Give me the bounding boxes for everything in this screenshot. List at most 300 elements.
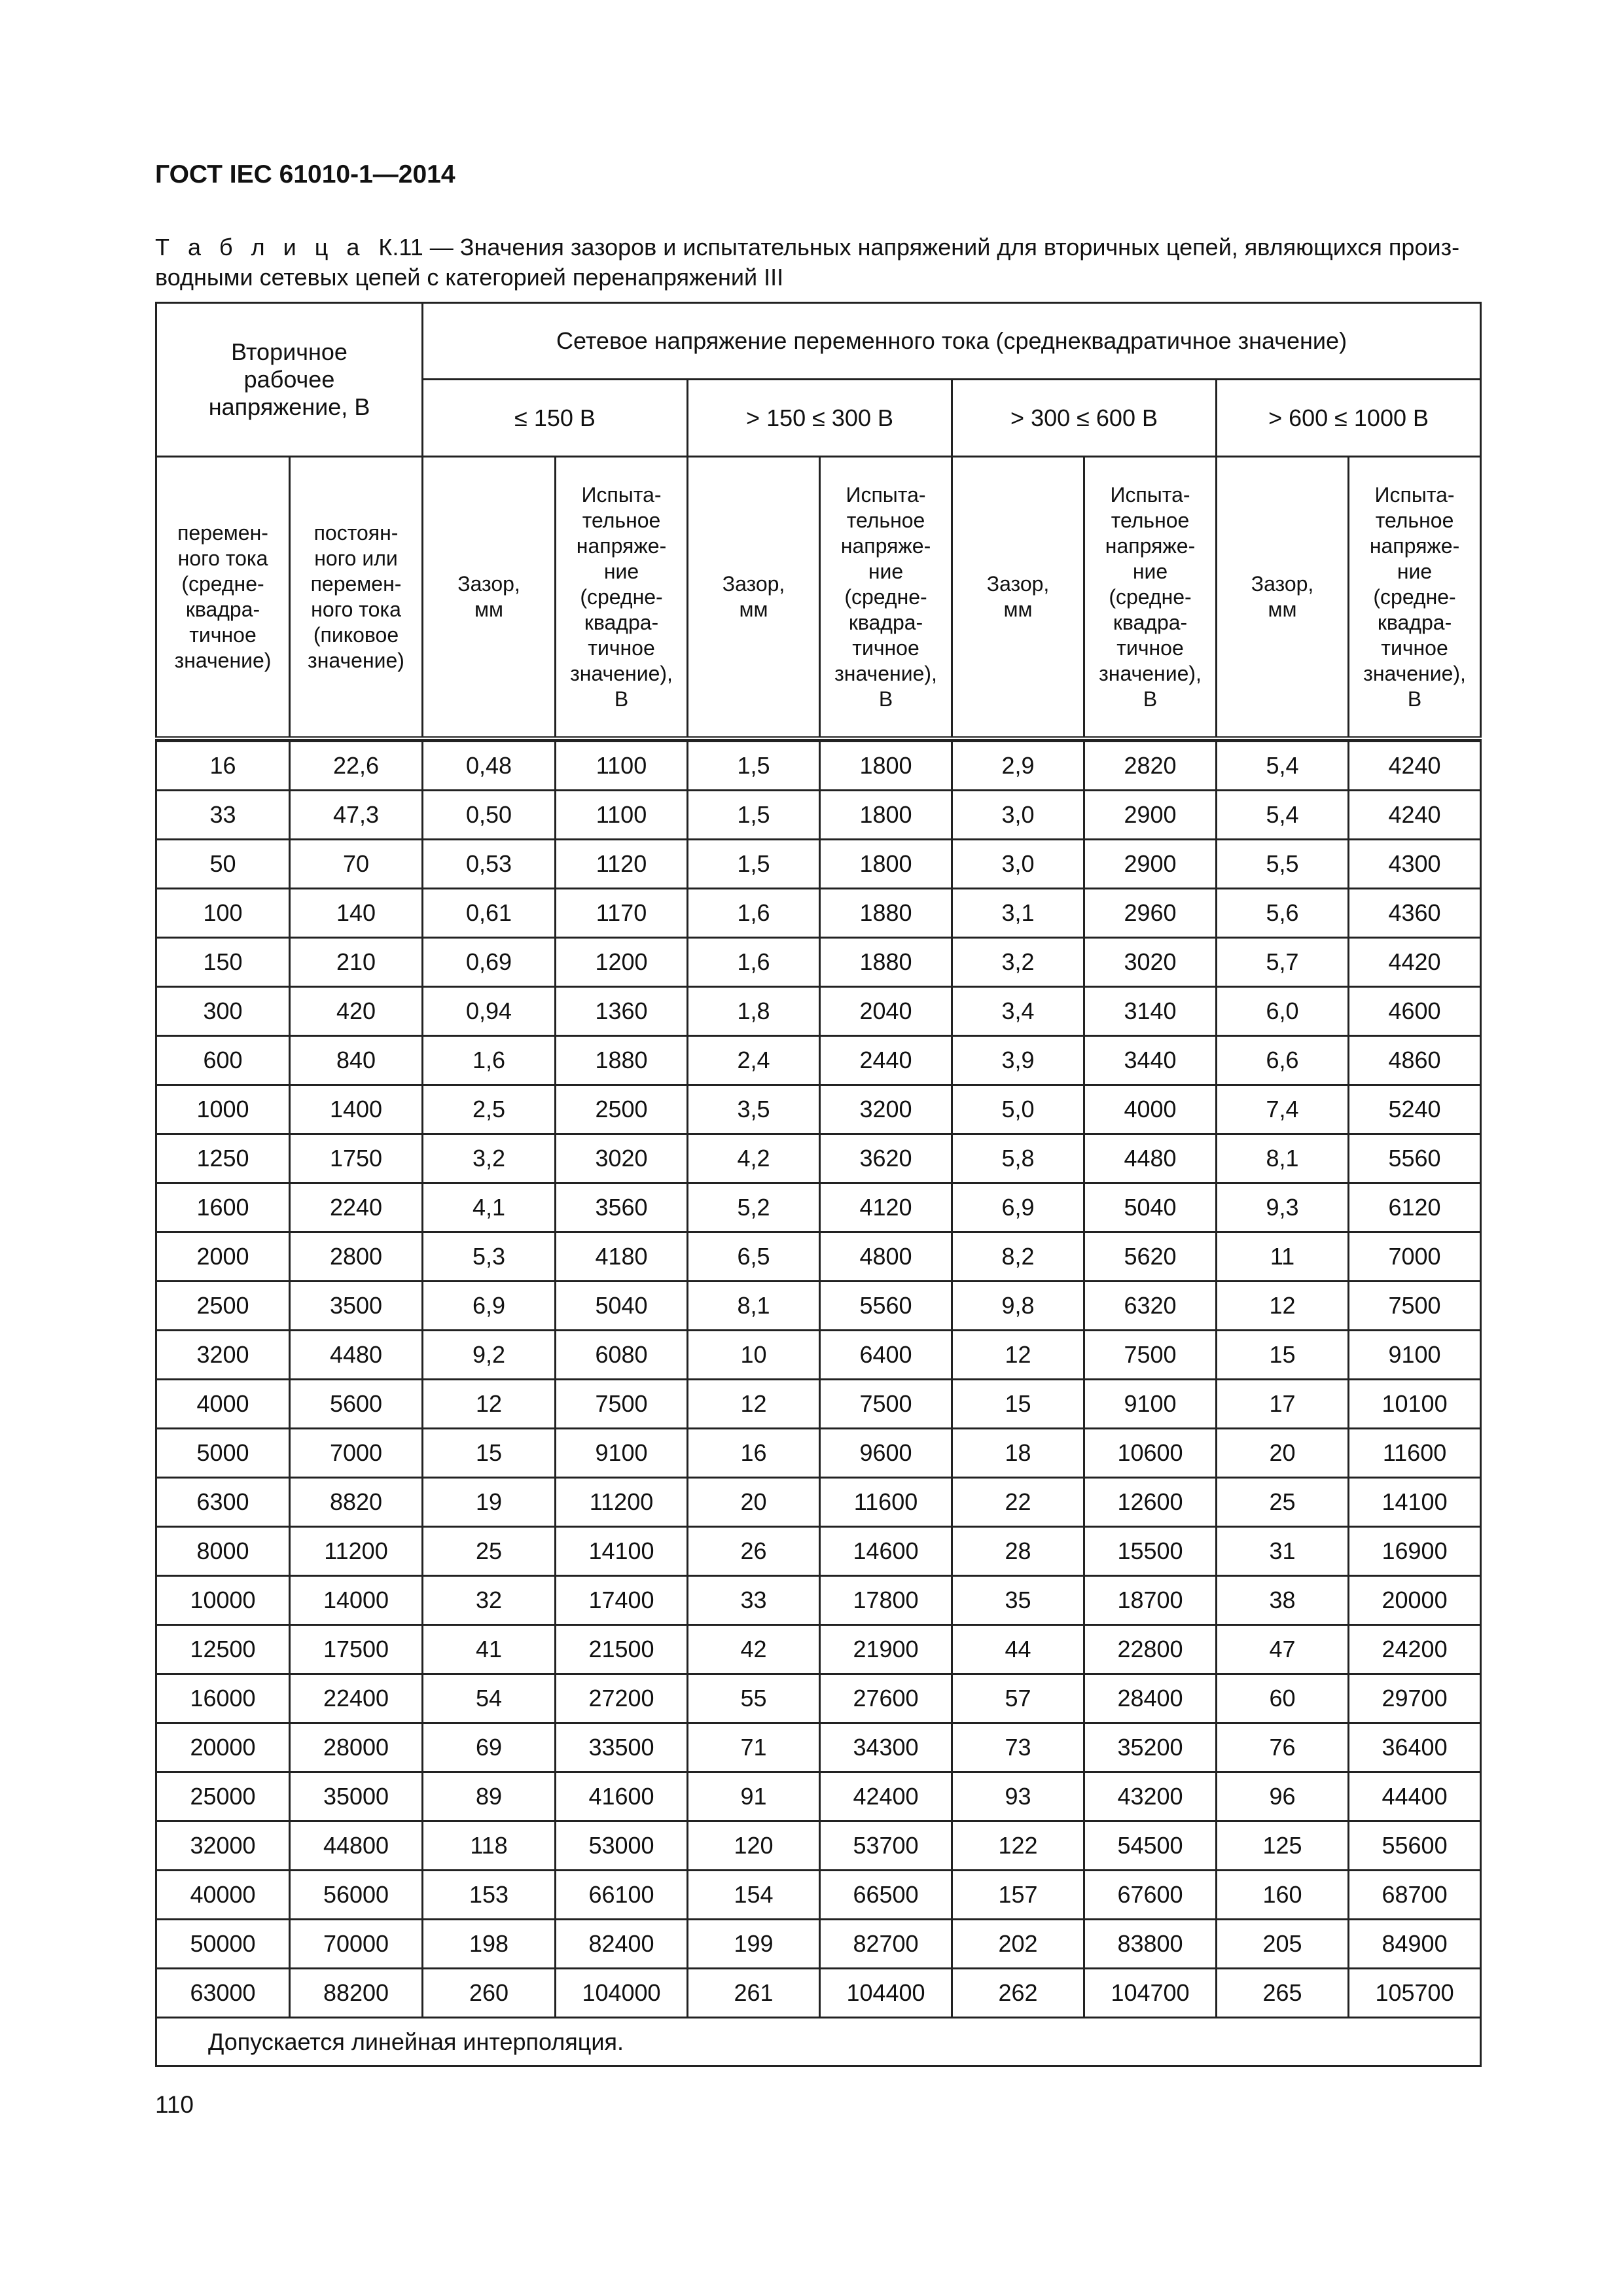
table-cell: 22400 xyxy=(290,1674,423,1723)
table-cell: 2900 xyxy=(1084,791,1217,840)
table-cell: 7500 xyxy=(1084,1331,1217,1380)
table-cell: 1750 xyxy=(290,1134,423,1183)
table-cell: 55600 xyxy=(1349,1821,1481,1871)
table-cell: 89 xyxy=(423,1772,556,1821)
table-cell: 4860 xyxy=(1349,1036,1481,1085)
table-cell: 261 xyxy=(688,1969,820,2018)
table-cell: 67600 xyxy=(1084,1871,1217,1920)
table-cell: 1200 xyxy=(556,938,688,987)
table-cell: 22800 xyxy=(1084,1625,1217,1674)
table-cell: 154 xyxy=(688,1871,820,1920)
table-row xyxy=(156,1478,1481,1527)
table-cell: 73 xyxy=(952,1723,1084,1772)
table-cell: 1120 xyxy=(556,840,688,889)
table-cell: 4800 xyxy=(820,1232,952,1282)
table-cell: 3,9 xyxy=(952,1036,1084,1085)
table-cell: 15 xyxy=(1217,1331,1349,1380)
header-mains-voltage: Сетевое напряжение переменного тока (среднеквадратичное значение) xyxy=(423,303,1481,380)
table-cell: 70 xyxy=(290,840,423,889)
table-cell: 8,1 xyxy=(688,1282,820,1331)
table-row xyxy=(156,1183,1481,1232)
table-cell: 5040 xyxy=(556,1282,688,1331)
table-cell: 9,2 xyxy=(423,1331,556,1380)
table-cell: 2900 xyxy=(1084,840,1217,889)
table-cell: 35 xyxy=(952,1576,1084,1625)
table-cell: 3500 xyxy=(290,1282,423,1331)
table-cell: 199 xyxy=(688,1920,820,1969)
table-cell: 55 xyxy=(688,1674,820,1723)
table-cell: 12500 xyxy=(156,1625,290,1674)
table-cell: 11600 xyxy=(1349,1429,1481,1478)
table-cell: 70000 xyxy=(290,1920,423,1969)
table-cell: 21900 xyxy=(820,1625,952,1674)
table-cell: 6,5 xyxy=(688,1232,820,1282)
table-caption xyxy=(155,232,1464,293)
table-cell: 11200 xyxy=(290,1527,423,1576)
table-cell: 0,94 xyxy=(423,987,556,1036)
table-cell: 5000 xyxy=(156,1429,290,1478)
table-cell: 205 xyxy=(1217,1920,1349,1969)
table-cell: 6,9 xyxy=(952,1183,1084,1232)
table-cell: 150 xyxy=(156,938,290,987)
table-cell: 15 xyxy=(423,1429,556,1478)
table-cell: 6,0 xyxy=(1217,987,1349,1036)
table-cell: 1360 xyxy=(556,987,688,1036)
table-cell: 1,5 xyxy=(688,840,820,889)
table-cell: 125 xyxy=(1217,1821,1349,1871)
table-cell: 28000 xyxy=(290,1723,423,1772)
table-row xyxy=(156,1036,1481,1085)
subheader-ac: перемен-ного тока (средне-квадра-тичное значение) xyxy=(156,457,290,739)
table-cell: 1,6 xyxy=(688,889,820,938)
table-cell: 28400 xyxy=(1084,1674,1217,1723)
table-cell: 5,3 xyxy=(423,1232,556,1282)
table-cell: 15500 xyxy=(1084,1527,1217,1576)
table-cell: 1,6 xyxy=(423,1036,556,1085)
table-cell: 10600 xyxy=(1084,1429,1217,1478)
table-cell: 4000 xyxy=(156,1380,290,1429)
table-cell: 420 xyxy=(290,987,423,1036)
table-cell: 3,2 xyxy=(423,1134,556,1183)
table-cell: 6120 xyxy=(1349,1183,1481,1232)
header-range-1: ≤ 150 В xyxy=(423,380,688,457)
table-cell: 17500 xyxy=(290,1625,423,1674)
table-cell: 5,6 xyxy=(1217,889,1349,938)
table-cell: 3,1 xyxy=(952,889,1084,938)
table-cell: 3140 xyxy=(1084,987,1217,1036)
table-cell: 5600 xyxy=(290,1380,423,1429)
table-cell: 5240 xyxy=(1349,1085,1481,1134)
table-cell: 31 xyxy=(1217,1527,1349,1576)
table-cell: 33500 xyxy=(556,1723,688,1772)
header-secondary-voltage: Вторичное рабочее напряжение, В xyxy=(156,303,423,457)
table-cell: 11600 xyxy=(820,1478,952,1527)
table-cell: 10100 xyxy=(1349,1380,1481,1429)
table-cell: 17 xyxy=(1217,1380,1349,1429)
table-cell: 2500 xyxy=(156,1282,290,1331)
table-cell: 1,5 xyxy=(688,742,820,791)
table-cell: 71 xyxy=(688,1723,820,1772)
table-cell: 66500 xyxy=(820,1871,952,1920)
table-cell: 120 xyxy=(688,1821,820,1871)
table-cell: 5620 xyxy=(1084,1232,1217,1282)
table-cell: 35000 xyxy=(290,1772,423,1821)
table-cell: 3560 xyxy=(556,1183,688,1232)
table-cell: 7500 xyxy=(820,1380,952,1429)
table-cell: 1170 xyxy=(556,889,688,938)
table-cell: 7000 xyxy=(1349,1232,1481,1282)
table-cell: 10000 xyxy=(156,1576,290,1625)
table-cell: 16 xyxy=(156,742,290,791)
table-cell: 26 xyxy=(688,1527,820,1576)
table-cell: 100 xyxy=(156,889,290,938)
table-cell: 9100 xyxy=(556,1429,688,1478)
table-cell: 122 xyxy=(952,1821,1084,1871)
table-cell: 157 xyxy=(952,1871,1084,1920)
table-cell: 2240 xyxy=(290,1183,423,1232)
subheader-test-voltage: Испыта-тельное напряже-ние (средне-квадра-тичное значение), В xyxy=(556,457,688,739)
table-cell: 1880 xyxy=(556,1036,688,1085)
table-cell: 153 xyxy=(423,1871,556,1920)
table-cell: 42400 xyxy=(820,1772,952,1821)
table-cell: 2040 xyxy=(820,987,952,1036)
table-cell: 18700 xyxy=(1084,1576,1217,1625)
table-cell: 27600 xyxy=(820,1674,952,1723)
table-cell: 3,2 xyxy=(952,938,1084,987)
table-cell: 4240 xyxy=(1349,791,1481,840)
table-cell: 56000 xyxy=(290,1871,423,1920)
table-cell: 8000 xyxy=(156,1527,290,1576)
table-cell: 66100 xyxy=(556,1871,688,1920)
subheader-gap: Зазор, мм xyxy=(952,457,1084,739)
table-cell: 21500 xyxy=(556,1625,688,1674)
subheader-dc: постоян-ного или перемен-ного тока (пиковое значение) xyxy=(290,457,423,739)
table-cell: 202 xyxy=(952,1920,1084,1969)
table-cell: 3,0 xyxy=(952,840,1084,889)
table-row xyxy=(156,1969,1481,2018)
table-cell: 2500 xyxy=(556,1085,688,1134)
table-cell: 25 xyxy=(423,1527,556,1576)
table-cell: 42 xyxy=(688,1625,820,1674)
table-cell: 3200 xyxy=(820,1085,952,1134)
table-cell: 91 xyxy=(688,1772,820,1821)
table-cell: 22,6 xyxy=(290,742,423,791)
table-cell: 34300 xyxy=(820,1723,952,1772)
table-cell: 12 xyxy=(1217,1282,1349,1331)
table-cell: 3,5 xyxy=(688,1085,820,1134)
header-range-2: > 150 ≤ 300 В xyxy=(688,380,952,457)
table-cell: 7500 xyxy=(556,1380,688,1429)
table-cell: 18 xyxy=(952,1429,1084,1478)
table-cell: 6080 xyxy=(556,1331,688,1380)
table-cell: 4300 xyxy=(1349,840,1481,889)
table-cell: 5,5 xyxy=(1217,840,1349,889)
table-cell: 96 xyxy=(1217,1772,1349,1821)
table-cell: 160 xyxy=(1217,1871,1349,1920)
table-cell: 6300 xyxy=(156,1478,290,1527)
table-cell: 1,8 xyxy=(688,987,820,1036)
table-cell: 14100 xyxy=(1349,1478,1481,1527)
table-cell: 104700 xyxy=(1084,1969,1217,2018)
table-cell: 3620 xyxy=(820,1134,952,1183)
subheader-gap: Зазор, мм xyxy=(423,457,556,739)
table-cell: 41 xyxy=(423,1625,556,1674)
table-cell: 57 xyxy=(952,1674,1084,1723)
table-cell: 5040 xyxy=(1084,1183,1217,1232)
table-cell: 44 xyxy=(952,1625,1084,1674)
table-cell: 840 xyxy=(290,1036,423,1085)
table-cell: 20 xyxy=(1217,1429,1349,1478)
table-cell: 32000 xyxy=(156,1821,290,1871)
table-cell: 14600 xyxy=(820,1527,952,1576)
table-cell: 1100 xyxy=(556,791,688,840)
table-cell: 2,9 xyxy=(952,742,1084,791)
table-row xyxy=(156,1625,1481,1674)
clearance-table xyxy=(155,302,1482,2067)
table-row xyxy=(156,889,1481,938)
caption-label: Т а б л и ц а xyxy=(155,234,366,260)
table-cell: 53000 xyxy=(556,1821,688,1871)
table-cell: 9100 xyxy=(1084,1380,1217,1429)
table-row xyxy=(156,1576,1481,1625)
table-cell: 27200 xyxy=(556,1674,688,1723)
table-cell: 54500 xyxy=(1084,1821,1217,1871)
header-range-4: > 600 ≤ 1000 В xyxy=(1217,380,1481,457)
table-cell: 0,53 xyxy=(423,840,556,889)
table-cell: 63000 xyxy=(156,1969,290,2018)
table-cell: 15 xyxy=(952,1380,1084,1429)
table-cell: 0,69 xyxy=(423,938,556,987)
table-cell: 7,4 xyxy=(1217,1085,1349,1134)
table-cell: 1880 xyxy=(820,889,952,938)
table-cell: 4600 xyxy=(1349,987,1481,1036)
table-cell: 68700 xyxy=(1349,1871,1481,1920)
table-cell: 4180 xyxy=(556,1232,688,1282)
table-cell: 6400 xyxy=(820,1331,952,1380)
table-cell: 1800 xyxy=(820,742,952,791)
table-cell: 22 xyxy=(952,1478,1084,1527)
table-cell: 0,48 xyxy=(423,742,556,791)
table-cell: 76 xyxy=(1217,1723,1349,1772)
table-cell: 210 xyxy=(290,938,423,987)
table-cell: 3200 xyxy=(156,1331,290,1380)
table-cell: 1,5 xyxy=(688,791,820,840)
table-cell: 140 xyxy=(290,889,423,938)
table-row xyxy=(156,938,1481,987)
table-cell: 33 xyxy=(156,791,290,840)
table-cell: 82400 xyxy=(556,1920,688,1969)
table-cell: 1100 xyxy=(556,742,688,791)
table-cell: 8,1 xyxy=(1217,1134,1349,1183)
table-row xyxy=(156,840,1481,889)
table-cell: 25 xyxy=(1217,1478,1349,1527)
table-cell: 44800 xyxy=(290,1821,423,1871)
table-cell: 5,8 xyxy=(952,1134,1084,1183)
table-cell: 300 xyxy=(156,987,290,1036)
table-cell: 5,0 xyxy=(952,1085,1084,1134)
table-cell: 2820 xyxy=(1084,742,1217,791)
table-cell: 83800 xyxy=(1084,1920,1217,1969)
table-cell: 5,7 xyxy=(1217,938,1349,987)
table-cell: 2000 xyxy=(156,1232,290,1282)
table-cell: 1250 xyxy=(156,1134,290,1183)
table-cell: 82700 xyxy=(820,1920,952,1969)
table-cell: 29700 xyxy=(1349,1674,1481,1723)
table-row xyxy=(156,791,1481,840)
page-number: 110 xyxy=(155,2091,194,2118)
table-cell: 104400 xyxy=(820,1969,952,2018)
table-cell: 43200 xyxy=(1084,1772,1217,1821)
table-cell: 88200 xyxy=(290,1969,423,2018)
table-cell: 262 xyxy=(952,1969,1084,2018)
caption-text: К.11 — Значения зазоров и испытательных напряжений для вторичных цепей, являющихся произ-водными сетевых цепей с категорией перенапряжений III xyxy=(155,234,1460,291)
table-cell: 35200 xyxy=(1084,1723,1217,1772)
table-cell: 16900 xyxy=(1349,1527,1481,1576)
subheader-test-voltage: Испыта-тельное напряже-ние (средне-квадра-тичное значение), В xyxy=(1084,457,1217,739)
table-row xyxy=(156,1871,1481,1920)
table-cell: 44400 xyxy=(1349,1772,1481,1821)
table-cell: 5,2 xyxy=(688,1183,820,1232)
table-cell: 69 xyxy=(423,1723,556,1772)
table-cell: 32 xyxy=(423,1576,556,1625)
table-cell: 84900 xyxy=(1349,1920,1481,1969)
table-cell: 2800 xyxy=(290,1232,423,1282)
table-cell: 1880 xyxy=(820,938,952,987)
table-cell: 1,6 xyxy=(688,938,820,987)
table-cell: 4000 xyxy=(1084,1085,1217,1134)
table-cell: 20000 xyxy=(156,1723,290,1772)
table-cell: 2,4 xyxy=(688,1036,820,1085)
table-cell: 600 xyxy=(156,1036,290,1085)
table-cell: 5,4 xyxy=(1217,742,1349,791)
table-row xyxy=(156,1920,1481,1969)
document-header: ГОСТ IEC 61010-1—2014 xyxy=(155,160,455,188)
table-row xyxy=(156,1527,1481,1576)
table-cell: 0,50 xyxy=(423,791,556,840)
table-row xyxy=(156,1232,1481,1282)
table-cell: 53700 xyxy=(820,1821,952,1871)
table-cell: 4240 xyxy=(1349,742,1481,791)
table-cell: 10 xyxy=(688,1331,820,1380)
table-cell: 9,8 xyxy=(952,1282,1084,1331)
table-cell: 1800 xyxy=(820,840,952,889)
table-cell: 11200 xyxy=(556,1478,688,1527)
table-cell: 28 xyxy=(952,1527,1084,1576)
table-cell: 9,3 xyxy=(1217,1183,1349,1232)
table-cell: 4120 xyxy=(820,1183,952,1232)
table-cell: 47 xyxy=(1217,1625,1349,1674)
table-cell: 14100 xyxy=(556,1527,688,1576)
table-cell: 17800 xyxy=(820,1576,952,1625)
table-cell: 6320 xyxy=(1084,1282,1217,1331)
table-cell: 104000 xyxy=(556,1969,688,2018)
table-cell: 11 xyxy=(1217,1232,1349,1282)
table-cell: 1400 xyxy=(290,1085,423,1134)
table-cell: 2960 xyxy=(1084,889,1217,938)
table-cell: 260 xyxy=(423,1969,556,2018)
table-row xyxy=(156,1380,1481,1429)
table-cell: 265 xyxy=(1217,1969,1349,2018)
table-cell: 105700 xyxy=(1349,1969,1481,2018)
table-cell: 25000 xyxy=(156,1772,290,1821)
table-note: Допускается линейная интерполяция. xyxy=(156,2018,1481,2066)
table-row xyxy=(156,1772,1481,1821)
table-cell: 36400 xyxy=(1349,1723,1481,1772)
table-note-row xyxy=(156,2018,1481,2066)
table-cell: 40000 xyxy=(156,1871,290,1920)
table-row xyxy=(156,1085,1481,1134)
table-cell: 41600 xyxy=(556,1772,688,1821)
table-cell: 5560 xyxy=(820,1282,952,1331)
table-cell: 2,5 xyxy=(423,1085,556,1134)
table-cell: 118 xyxy=(423,1821,556,1871)
subheader-gap: Зазор, мм xyxy=(688,457,820,739)
table-cell: 4480 xyxy=(290,1331,423,1380)
table-row xyxy=(156,1134,1481,1183)
table-cell: 5560 xyxy=(1349,1134,1481,1183)
table-cell: 3,0 xyxy=(952,791,1084,840)
table-row xyxy=(156,742,1481,791)
table-cell: 1800 xyxy=(820,791,952,840)
table-row xyxy=(156,1674,1481,1723)
table-cell: 12 xyxy=(423,1380,556,1429)
table-cell: 17400 xyxy=(556,1576,688,1625)
subheader-test-voltage: Испыта-тельное напряже-ние (средне-квадра-тичное значение), В xyxy=(820,457,952,739)
table-row xyxy=(156,1282,1481,1331)
table-cell: 16000 xyxy=(156,1674,290,1723)
table-cell: 4,2 xyxy=(688,1134,820,1183)
table-cell: 14000 xyxy=(290,1576,423,1625)
table-cell: 33 xyxy=(688,1576,820,1625)
table-cell: 6,6 xyxy=(1217,1036,1349,1085)
table-cell: 0,61 xyxy=(423,889,556,938)
table-cell: 198 xyxy=(423,1920,556,1969)
table-cell: 2440 xyxy=(820,1036,952,1085)
table-cell: 50 xyxy=(156,840,290,889)
table-row xyxy=(156,1429,1481,1478)
table-cell: 24200 xyxy=(1349,1625,1481,1674)
table-row xyxy=(156,1821,1481,1871)
table-row xyxy=(156,987,1481,1036)
table-cell: 1600 xyxy=(156,1183,290,1232)
table-row xyxy=(156,1331,1481,1380)
table-cell: 16 xyxy=(688,1429,820,1478)
table-cell: 54 xyxy=(423,1674,556,1723)
table-cell: 12 xyxy=(952,1331,1084,1380)
table-cell: 7000 xyxy=(290,1429,423,1478)
table-cell: 5,4 xyxy=(1217,791,1349,840)
table-row xyxy=(156,1723,1481,1772)
header-range-3: > 300 ≤ 600 В xyxy=(952,380,1217,457)
table-cell: 50000 xyxy=(156,1920,290,1969)
table-cell: 4360 xyxy=(1349,889,1481,938)
table-cell: 3440 xyxy=(1084,1036,1217,1085)
table-cell: 19 xyxy=(423,1478,556,1527)
table-cell: 1000 xyxy=(156,1085,290,1134)
table-cell: 7500 xyxy=(1349,1282,1481,1331)
table-cell: 20000 xyxy=(1349,1576,1481,1625)
table-cell: 8820 xyxy=(290,1478,423,1527)
subheader-gap: Зазор, мм xyxy=(1217,457,1349,739)
table-cell: 6,9 xyxy=(423,1282,556,1331)
table-cell: 4,1 xyxy=(423,1183,556,1232)
table-cell: 60 xyxy=(1217,1674,1349,1723)
table-cell: 3020 xyxy=(556,1134,688,1183)
table-cell: 93 xyxy=(952,1772,1084,1821)
subheader-test-voltage: Испыта-тельное напряже-ние (средне-квадра-тичное значение), В xyxy=(1349,457,1481,739)
table-cell: 3020 xyxy=(1084,938,1217,987)
table-cell: 12 xyxy=(688,1380,820,1429)
